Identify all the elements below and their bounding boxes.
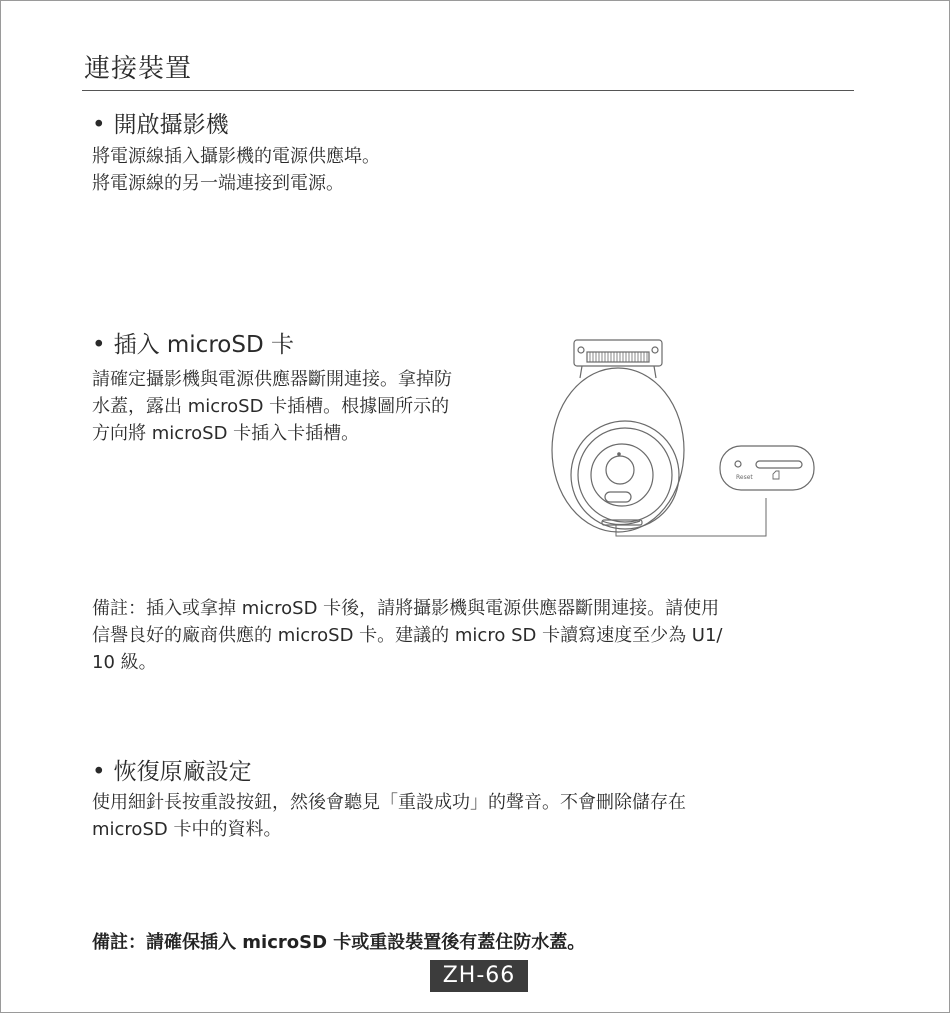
sd-slot-icon xyxy=(756,461,802,468)
body-line: 將電源線插入攝影機的電源供應埠。 xyxy=(92,146,380,167)
camera-sd-slot-illustration xyxy=(540,330,830,545)
note-line: 10 級。 xyxy=(92,652,157,673)
sd-note-body xyxy=(92,595,723,676)
heading-text: 插入 microSD 卡 xyxy=(113,332,294,358)
reset-hole-icon xyxy=(735,461,741,467)
reset-body xyxy=(92,789,686,843)
reset-label: Reset xyxy=(736,474,753,481)
heading-text: 開啟攝影機 xyxy=(113,112,229,138)
note-line: 備註：插入或拿掉 microSD 卡後，請將攝影機與電源供應器斷開連接。請使用 xyxy=(92,598,720,619)
title-divider xyxy=(82,90,854,91)
waterproof-cover-note: 備註：請確保插入 microSD 卡或重設裝置後有蓋住防水蓋。 xyxy=(92,932,586,953)
power-on-body xyxy=(92,143,380,197)
section-heading-power-on xyxy=(92,106,229,139)
body-line: 方向將 microSD 卡插入卡插槽。 xyxy=(92,423,360,444)
camera-head xyxy=(571,421,679,529)
bullet: • xyxy=(92,112,106,138)
body-line: 水蓋，露出 microSD 卡插槽。根據圖所示的 xyxy=(92,396,450,417)
section-heading-insert-sd xyxy=(92,326,294,359)
section-heading-reset xyxy=(92,753,252,786)
body-line: 請確定攝影機與電源供應器斷開連接。拿掉防 xyxy=(92,369,452,390)
body-line: 使用細針長按重設按鈕，然後會聽見「重設成功」的聲音。不會刪除儲存在 xyxy=(92,792,686,813)
bullet: • xyxy=(92,332,106,358)
page-title: 連接裝置 xyxy=(84,54,193,84)
insert-sd-body xyxy=(92,366,452,447)
body-line: microSD 卡中的資料。 xyxy=(92,819,282,840)
heading-text: 恢復原廠設定 xyxy=(113,759,252,785)
sd-slot-callout xyxy=(720,446,814,490)
note-line: 信譽良好的廠商供應的 microSD 卡。建議的 micro SD 卡讀寫速度至少為 U1/ xyxy=(92,625,723,646)
page-number: ZH-66 xyxy=(430,960,528,992)
sd-card-icon xyxy=(773,471,779,479)
camera-drawing xyxy=(552,340,766,536)
bullet: • xyxy=(92,759,106,785)
body-line: 將電源線的另一端連接到電源。 xyxy=(92,173,344,194)
camera-lens-icon xyxy=(591,444,653,506)
